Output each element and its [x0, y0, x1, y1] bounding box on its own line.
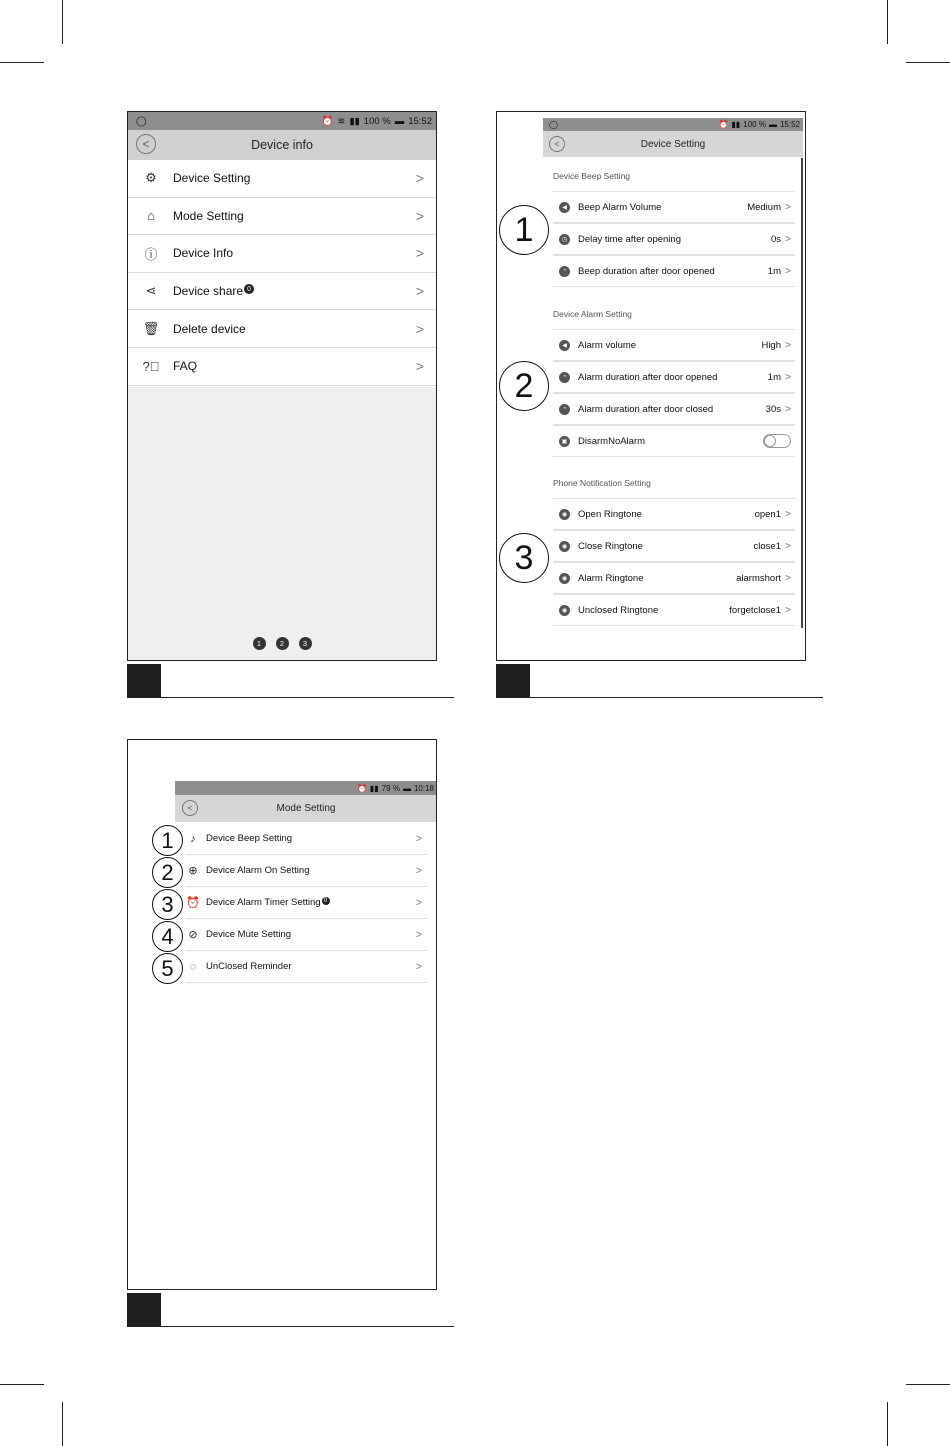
help-icon: ?⃝ — [142, 358, 160, 374]
setting-value: 0s — [770, 233, 781, 245]
callout-number: 1 — [152, 825, 183, 856]
page-title: Device Setting — [640, 138, 706, 150]
setting-value: alarmshort — [736, 572, 781, 584]
page-dot[interactable]: 1 — [253, 637, 266, 650]
timer-icon: ◔ — [559, 372, 570, 383]
page-title: Device info — [251, 138, 313, 152]
menu-item-faq[interactable] — [128, 348, 436, 386]
crop-mark — [62, 1402, 63, 1446]
menu-item-label: Device Alarm On Setting — [206, 865, 310, 876]
chevron-right-icon: > — [415, 320, 424, 337]
menu-item-mode-setting[interactable] — [128, 198, 436, 236]
chevron-right-icon: > — [785, 233, 791, 245]
clock-icon: ◷ — [559, 234, 570, 245]
section-title: Phone Notification Setting — [553, 478, 651, 488]
chevron-right-icon: > — [785, 265, 791, 277]
battery-icon: ▬ — [768, 120, 777, 129]
menu-item-label: UnClosed Reminder — [206, 961, 292, 972]
menu-item-delete-device[interactable] — [128, 310, 436, 348]
setting-label: Alarm volume — [578, 339, 637, 351]
signal-icon: ▮▮ — [731, 120, 741, 129]
setting-row[interactable] — [553, 255, 795, 287]
callout-number: 3 — [152, 889, 183, 920]
scrollbar[interactable] — [801, 158, 803, 628]
notification-badge: 0 — [322, 897, 330, 905]
callout-number: 5 — [152, 953, 183, 984]
chevron-right-icon: > — [785, 201, 791, 213]
empty-area — [128, 387, 436, 660]
setting-row[interactable] — [553, 223, 795, 255]
menu-item-label: Device share 0 — [173, 284, 254, 298]
signal-icon: ▮▮ — [349, 115, 360, 127]
device-info-screenshot — [127, 111, 437, 661]
nav-bar — [543, 131, 803, 157]
menu-item-label: Delete device — [173, 321, 246, 336]
chevron-right-icon: > — [415, 864, 422, 877]
battery-icon: ▬ — [394, 115, 405, 127]
circle-icon: ◯ — [136, 115, 147, 127]
menu-item-device-alarm-timer-setting[interactable] — [186, 887, 428, 919]
setting-row[interactable] — [553, 498, 795, 530]
callout-number: 3 — [499, 533, 549, 583]
menu-list — [128, 160, 436, 386]
chevron-right-icon: > — [785, 339, 791, 351]
setting-value: 1m — [767, 371, 781, 383]
section-title: Device Beep Setting — [553, 171, 631, 181]
setting-label: Delay time after opening — [578, 233, 681, 245]
page-dot[interactable]: 3 — [299, 637, 312, 650]
caption-rule — [496, 697, 823, 698]
notification-badge: 0 — [244, 284, 254, 294]
back-icon[interactable]: < — [136, 134, 156, 154]
share-icon: ⋖ — [145, 283, 157, 299]
music-note-icon: ♪ — [190, 832, 196, 845]
setting-row[interactable] — [553, 393, 795, 425]
chevron-right-icon: > — [415, 358, 424, 375]
setting-row[interactable] — [553, 530, 795, 562]
menu-item-device-setting[interactable] — [128, 160, 436, 198]
toggle-knob — [764, 435, 776, 447]
bell-icon: ◉ — [559, 541, 570, 552]
mute-icon: ⊘ — [188, 929, 198, 941]
setting-label: Unclosed Ringtone — [578, 604, 659, 616]
status-bar — [128, 112, 436, 130]
callout-number: 1 — [499, 205, 549, 255]
menu-item-label: Device Info — [173, 246, 234, 261]
timer-icon: ◔ — [559, 266, 570, 277]
setting-row[interactable] — [553, 329, 795, 361]
nav-bar — [175, 795, 437, 822]
chevron-right-icon: > — [785, 572, 791, 584]
alarm-icon: ⏰ — [321, 115, 334, 127]
crop-mark — [887, 0, 888, 44]
chevron-right-icon: > — [785, 508, 791, 520]
battery-text: 100 % — [363, 115, 391, 127]
battery-icon: ▬ — [402, 783, 411, 793]
trash-icon: 🗑 — [142, 320, 160, 336]
menu-item-label: Device Mute Setting — [206, 929, 292, 940]
chevron-right-icon: > — [785, 540, 791, 552]
setting-label: Alarm Ringtone — [578, 572, 644, 584]
back-icon[interactable]: < — [549, 136, 565, 152]
setting-label: Beep Alarm Volume — [578, 201, 662, 213]
setting-label: Close Ringtone — [578, 540, 643, 552]
menu-item-label: Mode Setting — [173, 208, 244, 223]
chevron-right-icon: > — [785, 403, 791, 415]
setting-row[interactable] — [553, 594, 795, 626]
setting-value: 1m — [767, 265, 781, 277]
setting-row[interactable] — [553, 562, 795, 594]
bell-icon: ◉ — [559, 509, 570, 520]
circle-icon: ◯ — [549, 120, 558, 129]
caption-marker — [127, 664, 161, 698]
menu-item-device-mute-setting[interactable] — [186, 919, 428, 951]
menu-item-device-alarm-on-setting[interactable] — [186, 855, 428, 887]
info-icon: ⓘ — [144, 246, 158, 262]
status-time: 15:52 — [408, 115, 432, 127]
setting-label: Alarm duration after door opened — [578, 371, 718, 383]
menu-item-label: Device Alarm Timer Setting 0 — [206, 897, 330, 908]
volume-icon: ◀ — [559, 340, 570, 351]
reminder-icon: ◌ — [189, 960, 197, 973]
device-setting-screenshot — [496, 111, 806, 661]
chevron-right-icon: > — [415, 832, 422, 845]
alarm-icon: ⏰ — [718, 120, 729, 129]
bell-icon: ◉ — [559, 573, 570, 584]
chevron-right-icon: > — [785, 371, 791, 383]
chevron-right-icon: > — [415, 245, 424, 262]
crop-mark — [62, 0, 63, 44]
menu-item-label: Device Setting — [173, 171, 251, 186]
chevron-right-icon: > — [415, 283, 424, 300]
status-time: 15:52 — [779, 120, 800, 129]
battery-text: 100 % — [743, 120, 766, 129]
setting-value: open1 — [754, 508, 781, 520]
setting-value: Medium — [747, 201, 781, 213]
menu-item-label: Device Beep Setting — [206, 833, 293, 844]
setting-label: Beep duration after door opened — [578, 265, 715, 277]
menu-item-device-info[interactable] — [128, 235, 436, 273]
caption-rule — [127, 1326, 454, 1327]
menu-item-device-share[interactable] — [128, 273, 436, 311]
gear-icon: ⚙ — [145, 170, 157, 186]
status-time: 10:18 — [413, 783, 434, 793]
setting-value: forgetclose1 — [729, 604, 781, 616]
menu-item-unclosed-reminder[interactable] — [186, 951, 428, 983]
section-title: Device Alarm Setting — [553, 309, 632, 319]
chevron-right-icon: > — [415, 207, 424, 224]
timer-icon: ◔ — [559, 404, 570, 415]
caption-rule — [127, 697, 454, 698]
lock-icon: ▣ — [559, 436, 570, 447]
wifi-icon: ≋ — [337, 115, 346, 127]
chevron-right-icon: > — [785, 604, 791, 616]
signal-icon: ▮▮ — [369, 783, 379, 793]
bell-icon: ◉ — [559, 605, 570, 616]
setting-value: 30s — [765, 403, 781, 415]
page-title: Mode Setting — [276, 803, 336, 814]
setting-row[interactable] — [553, 191, 795, 223]
crop-mark — [906, 1384, 950, 1385]
caption-marker — [127, 1293, 161, 1327]
setting-row[interactable] — [553, 425, 795, 457]
menu-item-device-beep-setting[interactable] — [186, 823, 428, 855]
status-bar — [175, 781, 437, 795]
disarm-toggle[interactable] — [763, 434, 791, 448]
caption-marker — [496, 664, 530, 698]
callout-number: 4 — [152, 921, 183, 952]
nav-bar — [128, 130, 436, 160]
chevron-right-icon: > — [415, 960, 422, 973]
mode-icon: ⌂ — [147, 208, 155, 224]
alarm-icon: ⏰ — [356, 783, 367, 793]
chevron-right-icon: > — [415, 928, 422, 941]
chevron-right-icon: > — [415, 170, 424, 187]
alarm-clock-icon: ⏰ — [186, 897, 200, 909]
back-icon[interactable]: < — [182, 800, 198, 816]
setting-value: close1 — [753, 540, 781, 552]
crop-mark — [0, 62, 44, 63]
setting-label: DisarmNoAlarm — [578, 435, 646, 447]
menu-item-label: FAQ — [173, 359, 198, 374]
setting-label: Open Ringtone — [578, 508, 642, 520]
alarm-on-icon: ⊕ — [188, 865, 198, 877]
setting-value: High — [761, 339, 781, 351]
crop-mark — [887, 1402, 888, 1446]
callout-number: 2 — [499, 361, 549, 411]
setting-label: Alarm duration after door closed — [578, 403, 714, 415]
setting-row[interactable] — [553, 361, 795, 393]
volume-icon: ◀ — [559, 202, 570, 213]
chevron-right-icon: > — [415, 896, 422, 909]
crop-mark — [0, 1384, 44, 1385]
crop-mark — [906, 62, 950, 63]
status-bar — [543, 118, 803, 131]
battery-text: 79 % — [381, 783, 400, 793]
page-indicator — [128, 637, 436, 650]
page-dot[interactable]: 2 — [276, 637, 289, 650]
mode-setting-screenshot — [127, 739, 437, 1290]
callout-number: 2 — [152, 857, 183, 888]
